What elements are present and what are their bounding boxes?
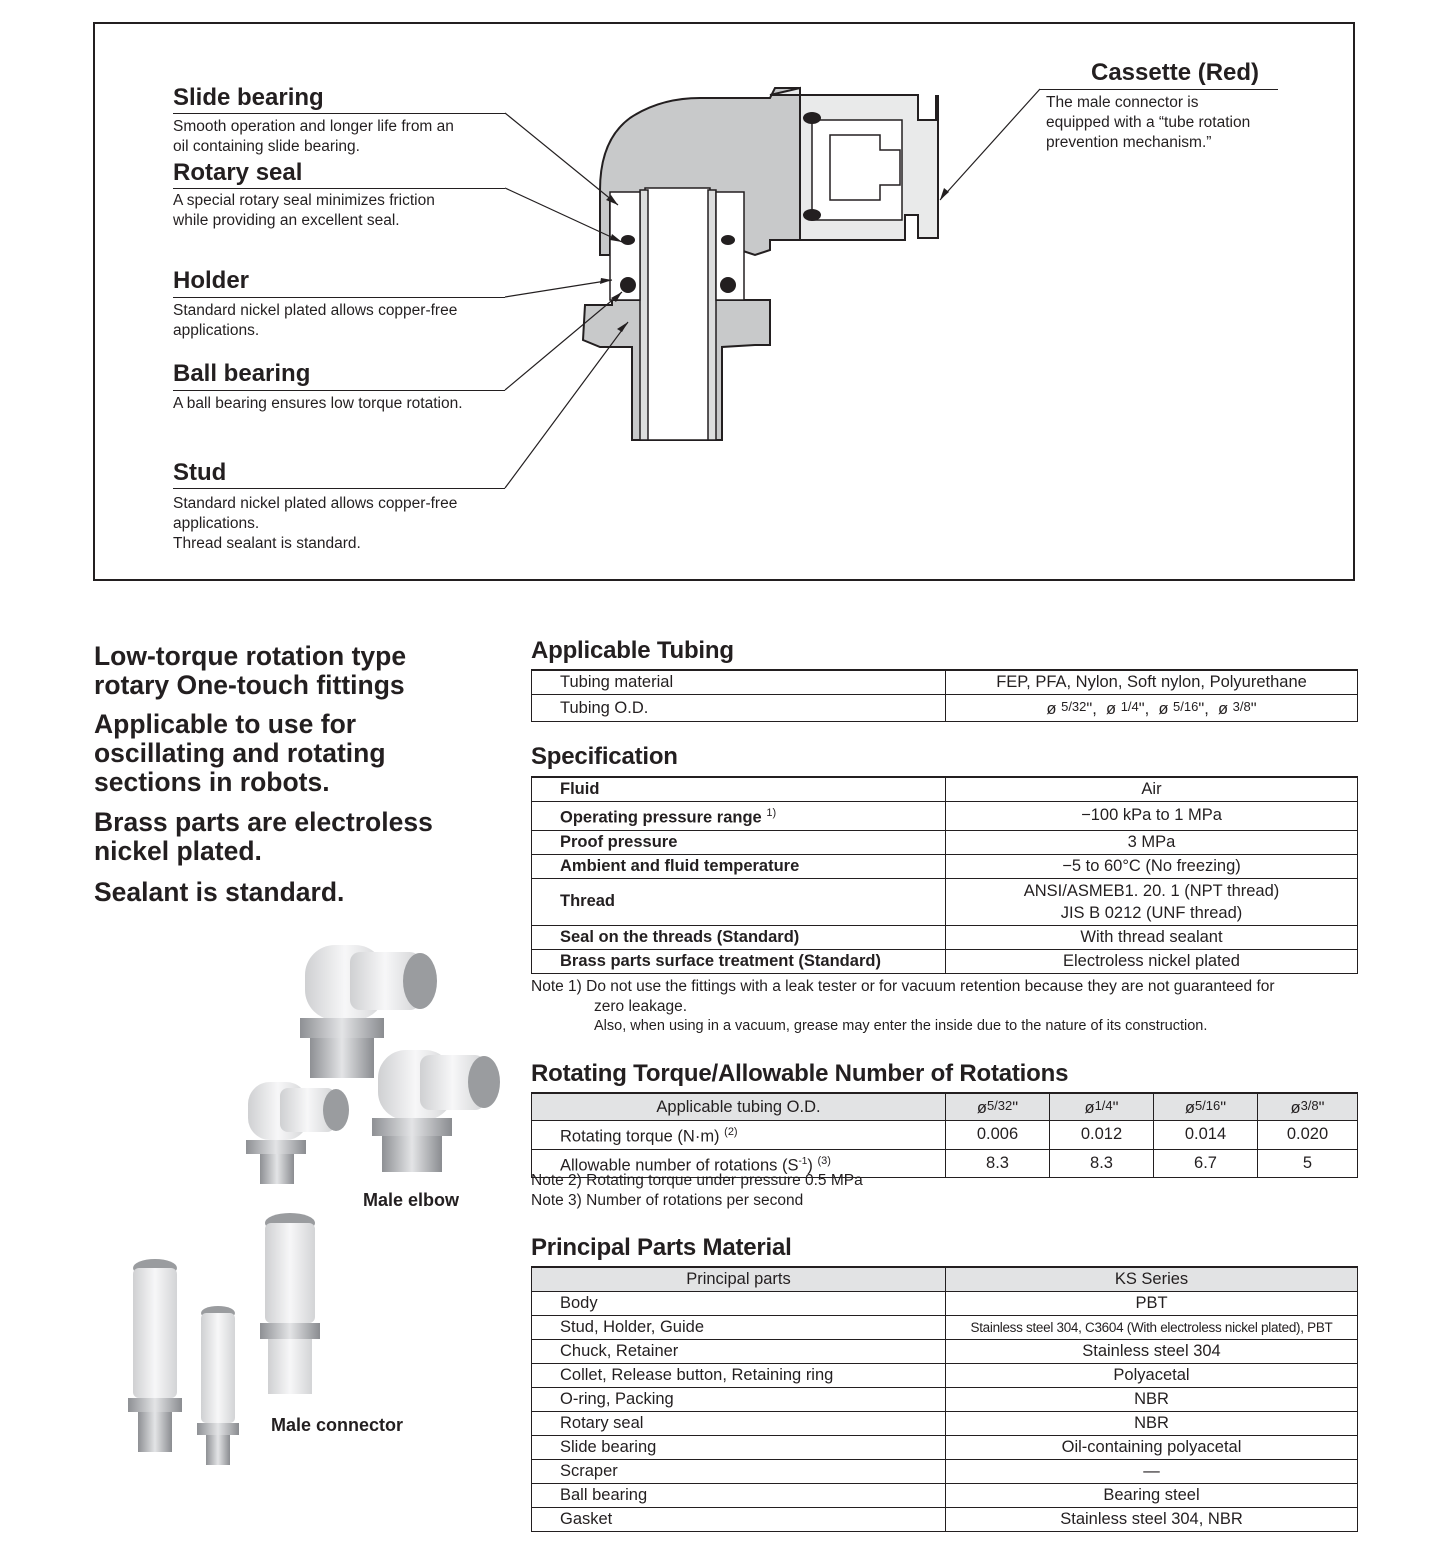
table-row bbox=[532, 830, 1358, 854]
note-1: Note 1) Do not use the fittings with a leak tester or for vacuum retention because they are not guaranteed for bbox=[531, 978, 1275, 995]
callout-title-holder: Holder bbox=[173, 267, 250, 294]
cell-value: 5 bbox=[1258, 1149, 1358, 1178]
note-1-cont2: Also, when using in a vacuum, grease may enter the inside due to the nature of its construction. bbox=[594, 1018, 1208, 1034]
note-3: Note 3) Number of rotations per second bbox=[531, 1192, 804, 1209]
headline-low-torque: Low-torque rotation type rotary One-touch fittings bbox=[94, 641, 407, 700]
section-title-applicable-tubing: Applicable Tubing bbox=[531, 637, 734, 664]
table-row bbox=[532, 1388, 1358, 1412]
cell-material: Stainless steel 304 bbox=[946, 1340, 1358, 1364]
cell-part: Gasket bbox=[532, 1508, 946, 1532]
note-2: Note 2) Rotating torque under pressure 0.5 MPa bbox=[531, 1172, 863, 1189]
cell-value: Air bbox=[946, 777, 1358, 802]
cell-value: 8.3 bbox=[946, 1149, 1050, 1178]
cell-part: Body bbox=[532, 1292, 946, 1316]
header-cell-size: ø5/16" bbox=[1154, 1093, 1258, 1121]
cell-part: Chuck, Retainer bbox=[532, 1340, 946, 1364]
table-row bbox=[532, 1340, 1358, 1364]
callout-desc-rotary-seal: A special rotary seal minimizes friction while providing an excellent seal. bbox=[173, 192, 435, 229]
cell-part: Rotary seal bbox=[532, 1412, 946, 1436]
header-cell-part: Principal parts bbox=[532, 1267, 946, 1292]
table-row bbox=[532, 1316, 1358, 1340]
cell-label: Fluid bbox=[532, 777, 946, 802]
cell-label: Tubing O.D. bbox=[532, 695, 946, 722]
cell-value: 0.014 bbox=[1154, 1121, 1258, 1150]
specification-table bbox=[531, 776, 1358, 974]
caption-male-connector: Male connector bbox=[271, 1415, 404, 1435]
table-row bbox=[532, 777, 1358, 802]
cell-value: 8.3 bbox=[1050, 1149, 1154, 1178]
table-header-row bbox=[532, 1093, 1358, 1121]
cell-label: Ambient and fluid temperature bbox=[532, 854, 946, 878]
callout-desc-cassette: The male connector is equipped with a “tube rotation prevention mechanism.” bbox=[1046, 94, 1251, 151]
callout-desc-holder: Standard nickel plated allows copper-free applications. bbox=[173, 302, 458, 339]
cell-material: Polyacetal bbox=[946, 1364, 1358, 1388]
cell-part: O-ring, Packing bbox=[532, 1388, 946, 1412]
header-cell-size: ø3/8" bbox=[1258, 1093, 1358, 1121]
callout-title-cassette: Cassette (Red) bbox=[1091, 59, 1260, 86]
table-row bbox=[532, 1364, 1358, 1388]
cell-value: −5 to 60°C (No freezing) bbox=[946, 854, 1358, 878]
cell-value: 3 MPa bbox=[946, 830, 1358, 854]
header-cell-size: ø5/32" bbox=[946, 1093, 1050, 1121]
table-row bbox=[532, 1484, 1358, 1508]
cell-label: Proof pressure bbox=[532, 830, 946, 854]
cell-part: Scraper bbox=[532, 1460, 946, 1484]
cell-value: 0.012 bbox=[1050, 1121, 1154, 1150]
applicable-tubing-table bbox=[531, 669, 1358, 722]
table-header-row bbox=[532, 1267, 1358, 1292]
table-row bbox=[532, 949, 1358, 973]
male-elbow-medium bbox=[372, 1050, 500, 1172]
table-row bbox=[532, 1292, 1358, 1316]
callout-desc-slide-bearing: Smooth operation and longer life from an oil containing slide bearing. bbox=[173, 118, 454, 155]
principal-parts-table bbox=[531, 1266, 1358, 1532]
note-1-cont: zero leakage. bbox=[594, 998, 688, 1015]
callout-desc-stud: Standard nickel plated allows copper-free applications. Thread sealant is standard. bbox=[173, 495, 458, 552]
header-cell-series: KS Series bbox=[946, 1267, 1358, 1292]
cell-value: −100 kPa to 1 MPa bbox=[946, 802, 1358, 831]
male-connector-small bbox=[197, 1306, 239, 1465]
cell-material: — bbox=[946, 1460, 1358, 1484]
cell-label: Operating pressure range $^{1)}$ bbox=[532, 802, 946, 831]
cell-label: Allowable number of rotations $(S^{-1})$ $^{(3)}$ bbox=[532, 1149, 946, 1178]
cell-part: Collet, Release button, Retaining ring bbox=[532, 1364, 946, 1388]
header-cell-size: ø1/4" bbox=[1050, 1093, 1154, 1121]
callout-title-ball-bearing: Ball bearing bbox=[173, 360, 311, 387]
cell-material: PBT bbox=[946, 1292, 1358, 1316]
male-connector-medium bbox=[128, 1259, 182, 1452]
callout-title-slide-bearing: Slide bearing bbox=[173, 84, 324, 111]
table-row bbox=[532, 925, 1358, 949]
male-elbow-small bbox=[246, 1082, 349, 1184]
cell-material: NBR bbox=[946, 1388, 1358, 1412]
cell-value: ANSI/ASMEB1. 20. 1 (NPT thread) JIS B 0212 (UNF thread) bbox=[946, 878, 1358, 925]
table-row bbox=[532, 1412, 1358, 1436]
section-title-principal-parts: Principal Parts Material bbox=[531, 1234, 792, 1261]
rotating-torque-table bbox=[531, 1092, 1358, 1178]
cell-value: 0.020 bbox=[1258, 1121, 1358, 1150]
cell-material: Stainless steel 304, NBR bbox=[946, 1508, 1358, 1532]
cell-label: Seal on the threads (Standard) bbox=[532, 925, 946, 949]
cell-label: Rotating torque (N·m) $^{(2)}$ bbox=[532, 1121, 946, 1150]
table-row bbox=[532, 1508, 1358, 1532]
cell-part: Stud, Holder, Guide bbox=[532, 1316, 946, 1340]
cell-material: Bearing steel bbox=[946, 1484, 1358, 1508]
cell-label: Tubing material bbox=[532, 670, 946, 695]
cell-value: Electroless nickel plated bbox=[946, 949, 1358, 973]
section-title-specification: Specification bbox=[531, 743, 678, 770]
table-row bbox=[532, 1436, 1358, 1460]
table-row bbox=[532, 670, 1358, 695]
table-row bbox=[532, 1121, 1358, 1150]
cell-value: 0.006 bbox=[946, 1121, 1050, 1150]
callout-desc-ball-bearing: A ball bearing ensures low torque rotation. bbox=[173, 395, 463, 412]
table-row bbox=[532, 695, 1358, 722]
headline-applicable-robots: Applicable to use for oscillating and rotating sections in robots. bbox=[94, 709, 386, 797]
cell-material: Stainless steel 304, C3604 (With electroless nickel plated), PBT bbox=[946, 1316, 1358, 1340]
cell-label: Brass parts surface treatment (Standard) bbox=[532, 949, 946, 973]
callout-title-stud: Stud bbox=[173, 459, 227, 486]
caption-male-elbow: Male elbow bbox=[363, 1190, 460, 1210]
cell-value: 6.7 bbox=[1154, 1149, 1258, 1178]
section-title-rotating-torque: Rotating Torque/Allowable Number of Rotations bbox=[531, 1060, 1069, 1087]
cell-value: With thread sealant bbox=[946, 925, 1358, 949]
male-connector-large bbox=[260, 1213, 320, 1394]
cell-material: Oil-containing polyacetal bbox=[946, 1436, 1358, 1460]
callout-title-rotary-seal: Rotary seal bbox=[173, 159, 303, 186]
cell-label: Thread bbox=[532, 878, 946, 925]
cell-material: NBR bbox=[946, 1412, 1358, 1436]
cell-part: Ball bearing bbox=[532, 1484, 946, 1508]
elbow-cross-section-drawing bbox=[0, 0, 1454, 600]
tubing-od-values: ø 5/32", ø 1/4", ø 5/16", ø 3/8" bbox=[946, 695, 1358, 722]
headline-brass-plated: Brass parts are electroless nickel plated. bbox=[94, 807, 433, 866]
table-row bbox=[532, 802, 1358, 831]
table-row bbox=[532, 854, 1358, 878]
cell-value: FEP, PFA, Nylon, Soft nylon, Polyurethane bbox=[946, 670, 1358, 695]
headline-sealant: Sealant is standard. bbox=[94, 877, 345, 907]
cell-part: Slide bearing bbox=[532, 1436, 946, 1460]
table-row bbox=[532, 1460, 1358, 1484]
header-cell: Applicable tubing O.D. bbox=[532, 1093, 946, 1121]
table-row bbox=[532, 878, 1358, 925]
